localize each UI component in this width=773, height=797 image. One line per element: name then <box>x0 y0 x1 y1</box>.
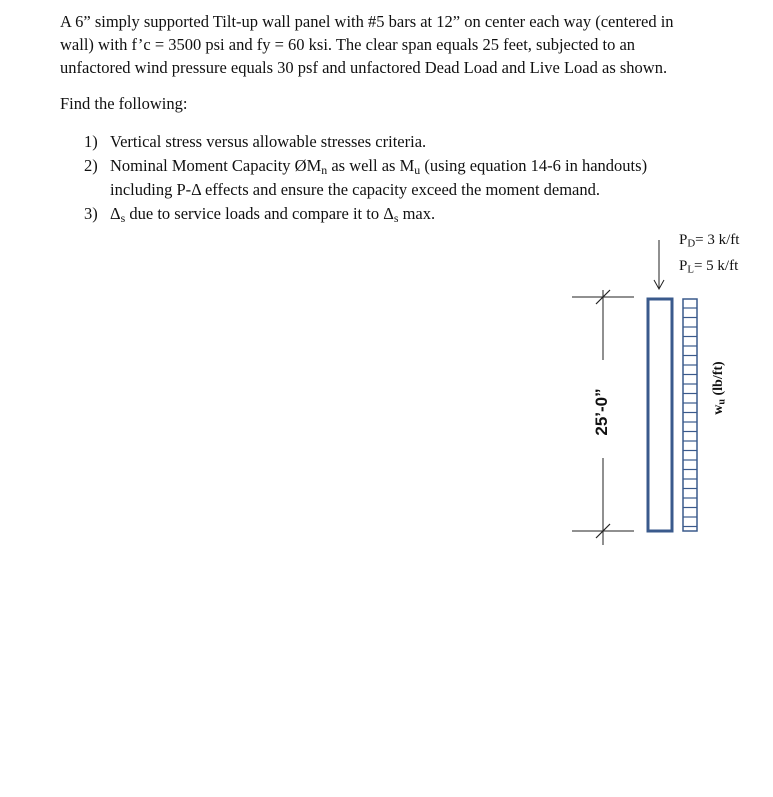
wind-load-strip <box>683 299 697 531</box>
subscript: u <box>414 162 421 177</box>
wind-load-label <box>711 353 727 423</box>
pl-symbol: P <box>679 258 688 274</box>
find-heading: Find the following: <box>60 94 188 113</box>
subscript: n <box>321 162 328 177</box>
task-text-part: due to service loads and compare it to Δ <box>125 204 394 223</box>
task-text-part: as well as M <box>327 156 415 175</box>
pl-subscript: L <box>687 263 694 276</box>
span-dimension-label: 25’-0” <box>592 388 611 436</box>
task-text-part: (using equation 14-6 in handouts) <box>420 156 648 175</box>
task-number: 3) <box>84 204 98 223</box>
task-text: Vertical stress versus allowable stresses criteria. <box>110 132 427 151</box>
wu-subscript: u <box>716 399 728 405</box>
dead-load-label <box>679 232 739 249</box>
task-text-part: Δ <box>110 204 121 223</box>
pl-value: = 5 k/ft <box>693 258 739 274</box>
task-text-line-2: including P-Δ effects and ensure the capacity exceed the moment demand. <box>110 180 601 199</box>
pd-value: = 3 k/ft <box>695 232 740 248</box>
task-text-part: Nominal Moment Capacity ØM <box>110 156 322 175</box>
statement-line-3: unfactored wind pressure equals 30 psf and unfactored Dead Load and Live Load as shown. <box>60 58 668 77</box>
task-text-part: max. <box>398 204 436 223</box>
subscript: s <box>393 210 399 225</box>
statement-line-1: A 6” simply supported Tilt-up wall panel with #5 bars at 12” on center each way (centered in <box>60 12 674 31</box>
wu-unit: (lb/ft) <box>711 361 726 399</box>
wall-panel <box>648 299 672 531</box>
statement-line-2: wall) with f’c = 3500 psi and fy = 60 ksi. The clear span equals 25 feet, subjected to an <box>60 35 636 54</box>
task-number: 1) <box>84 132 98 151</box>
wu-symbol: w <box>711 404 726 415</box>
live-load-label <box>679 258 738 275</box>
pd-subscript: D <box>687 237 696 250</box>
subscript: s <box>120 210 126 225</box>
task-number: 2) <box>84 156 98 175</box>
pd-symbol: P <box>679 232 688 248</box>
